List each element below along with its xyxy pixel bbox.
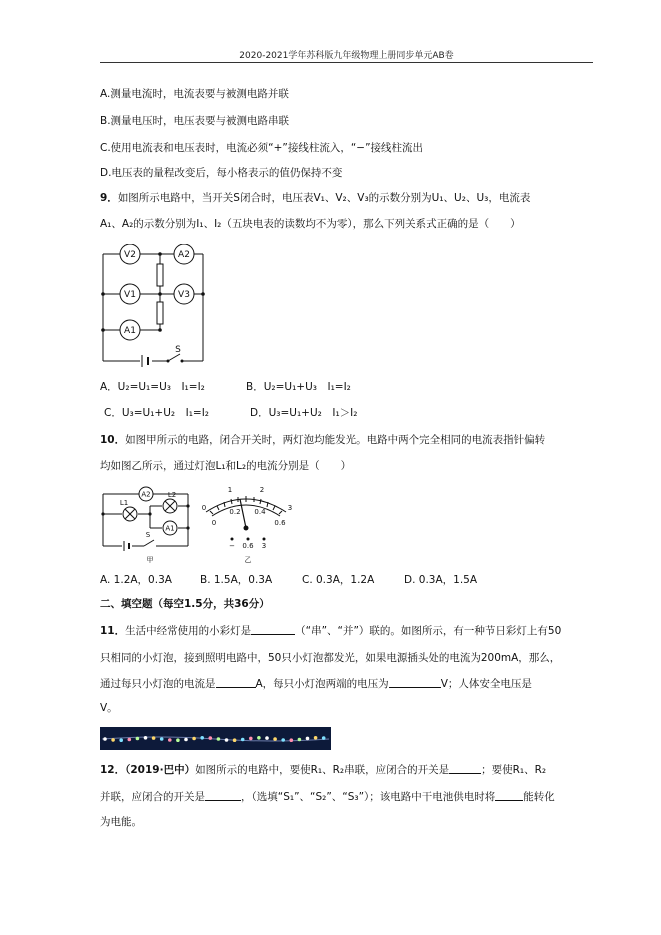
q9-meter-v3: V3 <box>178 290 190 300</box>
q12-line2 <box>100 790 555 804</box>
q12-text2b: ，（选填“S₁”、“S₂”、“S₃”）；该电路中干电池供电时将 <box>241 791 496 803</box>
q10-stem-line1 <box>100 433 545 447</box>
q11-text3c: V；人体安全电压是 <box>440 678 532 690</box>
q10-number: 10． <box>100 434 126 446</box>
light-bulb <box>249 737 253 741</box>
q9-stem-text1: 如图所示电路中，当开关S闭合时，电压表V₁、V₂、V₃的示数分别为U₁、U₂、U₃，电流表 <box>117 192 531 204</box>
q10-yi-top-tick-2: 2 <box>259 486 265 494</box>
q10-jia-meter-a1: A1 <box>165 524 175 533</box>
light-bulb <box>103 737 107 741</box>
q12-line1 <box>100 763 546 777</box>
light-bulb <box>322 736 326 740</box>
page-header: 2020-2021学年苏科版九年级物理上册同步单元AB卷 <box>239 51 454 61</box>
q11-blank-3[interactable] <box>389 677 441 688</box>
light-bulb <box>119 738 123 742</box>
light-bulb <box>209 736 213 740</box>
q10-yi-bottom-tick-3: 0.6 <box>274 519 286 527</box>
light-bulb <box>298 738 302 742</box>
light-bulb <box>136 737 140 741</box>
q10-jia-lamp-l1: L1 <box>119 499 129 507</box>
q9-option-a: A．U₂=U₁=U₃ I₁=I₂ <box>100 381 205 393</box>
q10-option-a: A. 1.2A，0.3A <box>100 574 172 586</box>
prev-option-c: C.使用电流表和电压表时，电流必须“+”接线柱流入，“−”接线柱流出 <box>100 142 424 154</box>
prev-option-d: D.电压表的量程改变后，每小格表示的值仍保持不变 <box>100 167 343 179</box>
q11-number: 11． <box>100 625 126 637</box>
q10-yi-top-tick-3: 3 <box>287 504 293 512</box>
q12-blank-3[interactable] <box>495 790 523 801</box>
q9-stem-line1 <box>100 191 530 205</box>
q12-blank-1[interactable] <box>449 763 481 774</box>
string-lights-image <box>100 727 331 750</box>
q9-circuit-diagram <box>100 244 210 368</box>
light-bulb <box>257 736 261 740</box>
q12-blank-2[interactable] <box>205 790 241 801</box>
light-bulb <box>281 738 285 742</box>
q11-blank-2[interactable] <box>216 677 256 688</box>
light-bulb <box>168 738 172 742</box>
light-bulb <box>128 738 132 742</box>
q10-yi-caption: 乙 <box>244 556 252 564</box>
q9-meter-v2: V2 <box>124 250 136 260</box>
q11-text3b: A，每只小灯泡两端的电压为 <box>255 678 389 690</box>
q10-yi-top-tick-1: 1 <box>227 486 233 494</box>
q10-yi-terminal-3: 3 <box>261 542 267 550</box>
light-bulb <box>176 738 180 742</box>
light-bulb <box>225 738 229 742</box>
q9-option-b: B．U₂=U₁+U₃ I₁=I₂ <box>246 381 351 393</box>
q10-stem-line2: 均如图乙所示，通过灯泡L₁和L₂的电流分别是（ ） <box>100 460 352 472</box>
q11-line3 <box>100 677 532 691</box>
q12-text2c: 能转化 <box>523 791 555 803</box>
light-bulb <box>160 737 164 741</box>
q10-jia-switch-label: S <box>145 531 151 539</box>
q10-figure-yi <box>198 482 298 566</box>
q9-stem-line2: A₁、A₂的示数分别为I₁、I₂（五块电表的读数均不为零），那么下列关系式正确的是（ ） <box>100 218 521 230</box>
q9-option-d: D．U₃=U₁+U₂ I₁＞I₂ <box>250 407 358 419</box>
light-bulb <box>217 737 221 741</box>
q11-line2: 只相同的小灯泡，接到照明电路中，50只小灯泡都发光，如果电源插头处的电流为200mA，那么， <box>100 652 561 664</box>
q11-blank-1[interactable] <box>251 624 295 635</box>
q11-line1 <box>100 624 561 638</box>
q11-line4: V。 <box>100 702 118 714</box>
q10-yi-terminal-0-6: 0.6 <box>242 542 254 550</box>
q10-yi-top-tick-0: 0 <box>201 504 207 512</box>
q10-jia-caption: 甲 <box>146 556 154 564</box>
light-bulb <box>241 738 245 742</box>
q12-line3: 为电能。 <box>100 816 142 828</box>
light-bulb <box>290 738 294 742</box>
q10-yi-bottom-tick-2: 0.4 <box>254 508 266 516</box>
light-bulb <box>306 737 310 741</box>
q9-number: 9． <box>100 192 118 204</box>
q12-text1b: ；要使R₁、R₂ <box>481 764 547 776</box>
light-bulb <box>314 736 318 740</box>
section2-title: 二、填空题（每空1.5分，共36分） <box>100 598 270 610</box>
q10-option-c: C. 0.3A，1.2A <box>302 574 375 586</box>
q9-meter-v1: V1 <box>124 290 136 300</box>
q10-jia-meter-a2: A2 <box>141 490 151 499</box>
light-bulb <box>192 737 196 741</box>
light-bulb <box>273 737 277 741</box>
q12-text1a: 如图所示的电路中，要使R₁、R₂串联，应闭合的开关是 <box>195 764 450 776</box>
q10-yi-bottom-tick-1: 0.2 <box>229 508 241 516</box>
q10-stem-text1: 如图甲所示的电路，闭合开关时，两灯泡均能发光。电路中两个完全相同的电流表指针偏转 <box>125 434 546 446</box>
q9-meter-a2: A2 <box>178 250 190 260</box>
q10-yi-terminal-minus: − <box>229 542 235 550</box>
q10-jia-lamp-l2: L2 <box>167 491 177 499</box>
light-bulb <box>152 736 156 740</box>
header-rule <box>100 62 593 63</box>
q10-option-d: D. 0.3A，1.5A <box>404 574 478 586</box>
q11-text3a: 通过每只小灯泡的电流是 <box>100 678 216 690</box>
light-bulb <box>233 738 237 742</box>
q12-number: 12．（2019·巴中） <box>100 764 196 776</box>
q11-text1b: （“串”、“并”）联的。如图所示，有一种节日彩灯上有50 <box>295 625 562 637</box>
q10-option-b: B. 1.5A，0.3A <box>200 574 273 586</box>
light-bulb <box>200 736 204 740</box>
q9-meter-a1: A1 <box>124 326 136 336</box>
light-bulb <box>265 736 269 740</box>
q12-text2a: 并联，应闭合的开关是 <box>100 791 205 803</box>
light-bulb <box>111 738 115 742</box>
prev-option-b: B.测量电压时，电压表要与被测电路串联 <box>100 115 290 127</box>
light-bulb <box>144 736 148 740</box>
q9-switch-label: S <box>175 345 181 355</box>
q11-text1a: 生活中经常使用的小彩灯是 <box>125 625 252 637</box>
light-bulb <box>184 738 188 742</box>
q9-option-c: C．U₃=U₁+U₂ I₁=I₂ <box>104 407 210 419</box>
prev-option-a: A.测量电流时，电流表要与被测电路并联 <box>100 88 289 100</box>
q10-figure-jia <box>100 484 192 566</box>
q10-yi-bottom-tick-0: 0 <box>211 519 217 527</box>
